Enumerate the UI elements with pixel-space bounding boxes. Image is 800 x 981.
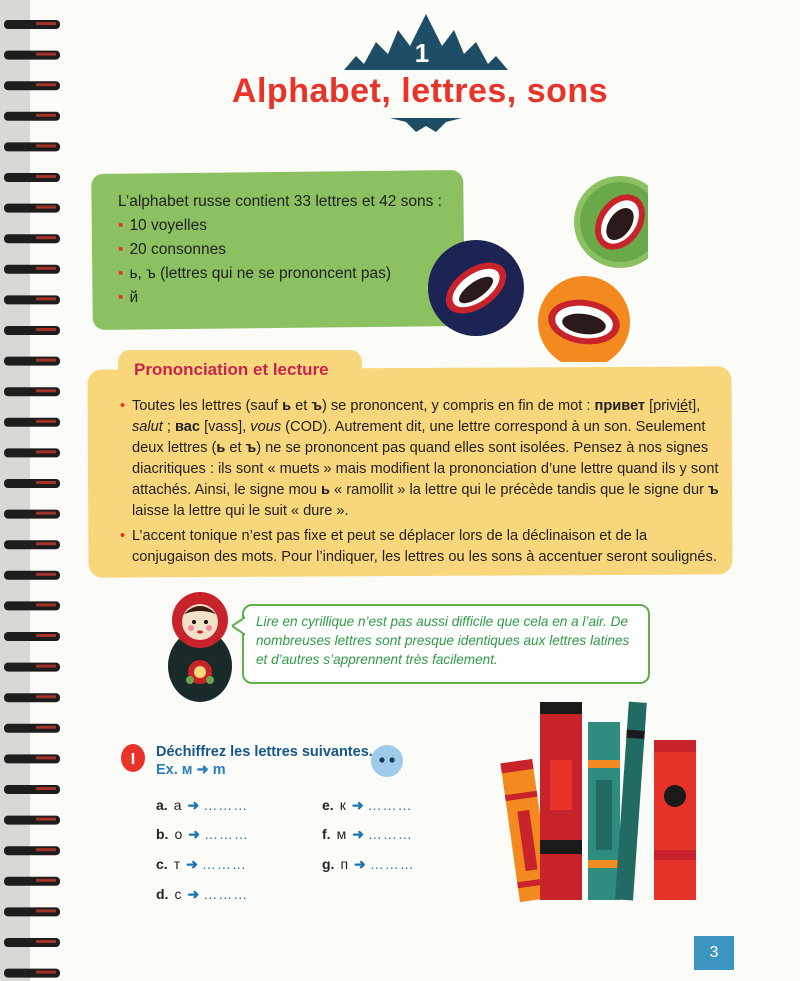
list-item: • й bbox=[118, 286, 458, 310]
answer-blank[interactable]: ……… bbox=[367, 797, 413, 813]
text: ) se prononcent, y compris en fin de mot : bbox=[321, 398, 595, 414]
mouths-illustration-icon bbox=[428, 172, 648, 362]
arrow-icon: ➜ bbox=[351, 797, 364, 813]
arrow-icon: ➜ bbox=[186, 856, 198, 872]
list-item: • 10 voyelles bbox=[118, 214, 458, 238]
translation: salut bbox=[132, 419, 163, 435]
exercise-item[interactable] bbox=[322, 826, 413, 843]
arrow-icon: ➜ bbox=[188, 826, 200, 842]
item-label: f. bbox=[322, 826, 331, 842]
item-label: g. bbox=[322, 856, 335, 872]
exercise-item[interactable] bbox=[156, 856, 247, 873]
russian-word: привет bbox=[594, 398, 646, 414]
exercise-item[interactable] bbox=[156, 797, 248, 814]
text: Toutes les lettres (sauf bbox=[132, 398, 283, 414]
hard-sign: ъ bbox=[311, 398, 322, 414]
exercise-item[interactable] bbox=[156, 826, 249, 843]
text: (COD). Autrement dit, une lettre correspond à un son. Seulement deux lettres ( bbox=[132, 419, 706, 456]
paragraph bbox=[120, 396, 724, 522]
cyrillic-letter: о bbox=[174, 826, 183, 842]
intro-content bbox=[118, 190, 458, 310]
text: laisse la lettre qui le suit « dure ». bbox=[132, 503, 349, 519]
spiral-binding bbox=[0, 0, 64, 981]
arrow-icon: ➜ bbox=[187, 886, 200, 902]
cyrillic-letter: с bbox=[174, 886, 182, 902]
intro-list bbox=[118, 214, 458, 310]
answer-blank[interactable]: ……… bbox=[203, 826, 249, 842]
tip-text: Lire en cyrillique n’est pas aussi difficile que cela en a l’air. De nombreuses lettres sont presque identiques aux lettres latines et d’autres s’apprennent très facilement. bbox=[256, 614, 630, 667]
text: ) ne se prononcent pas quand elles sont isolées. Pensez à nos signes diacritiques : ils sont « muets » mais modifient la prononciation d’une lettre quand ils y sont attachés. Ainsi, le signe mou bbox=[132, 440, 719, 498]
item-label: a. bbox=[156, 797, 168, 813]
answer-blank[interactable]: ……… bbox=[203, 886, 249, 902]
stressed-sound: ié bbox=[676, 398, 689, 414]
exercise-badge-icon bbox=[120, 743, 146, 773]
cyrillic-letter: т bbox=[173, 856, 181, 872]
text: [priv bbox=[645, 398, 677, 414]
exercise-item[interactable] bbox=[322, 797, 413, 814]
books-illustration-icon bbox=[500, 700, 710, 905]
item-label: b. bbox=[156, 826, 169, 842]
russian-word: вас bbox=[175, 419, 201, 435]
answer-blank[interactable]: ……… bbox=[367, 826, 413, 842]
hard-sign: ъ bbox=[245, 440, 257, 456]
svg-text:I: I bbox=[130, 751, 136, 768]
soft-sign: ь bbox=[216, 440, 226, 456]
exercise-example: Ex. м ➜ m bbox=[156, 762, 226, 778]
page-title: Alphabet, lettres, sons bbox=[231, 72, 609, 110]
matryoshka-doll-icon bbox=[160, 584, 240, 704]
arrow-icon: ➜ bbox=[187, 797, 200, 813]
text: et bbox=[225, 440, 246, 456]
soft-sign: ь bbox=[282, 398, 292, 414]
hard-sign: ъ bbox=[708, 482, 719, 498]
exercise-item[interactable] bbox=[156, 886, 248, 903]
text: t], bbox=[688, 398, 701, 414]
exercise-item[interactable] bbox=[322, 856, 415, 873]
text: ; bbox=[162, 419, 175, 435]
text: et bbox=[291, 398, 312, 414]
answer-blank[interactable]: ……… bbox=[369, 856, 415, 872]
item-label: d. bbox=[156, 886, 169, 902]
text: [vass], bbox=[200, 419, 251, 435]
cyrillic-letter: к bbox=[339, 797, 346, 813]
soft-sign: ь bbox=[321, 482, 330, 498]
intro-lead: L’alphabet russe contient 33 lettres et 42 sons : bbox=[118, 193, 442, 210]
pronunciation-content bbox=[120, 396, 724, 572]
cyrillic-letter: п bbox=[340, 856, 349, 872]
item-label: e. bbox=[322, 797, 334, 813]
list-item: • 20 consonnes bbox=[118, 238, 458, 262]
answer-blank[interactable]: ……… bbox=[201, 856, 247, 872]
item-label: c. bbox=[156, 856, 168, 872]
list-item: • ь, ъ (lettres qui ne se prononcent pas) bbox=[118, 262, 458, 286]
translation: vous bbox=[250, 419, 282, 435]
arrow-icon: ➜ bbox=[352, 826, 364, 842]
cyrillic-letter: м bbox=[336, 826, 347, 842]
cyrillic-letter: а bbox=[173, 797, 182, 813]
section-title: Prononciation et lecture bbox=[134, 360, 329, 379]
page-number: 3 bbox=[694, 936, 734, 970]
paragraph: • L’accent tonique n’est pas fixe et peut se déplacer lors de la déclinaison et de la conjugaison des mots. Pour l’indiquer, les lettres ou les sons à accentuer seront soulignés. bbox=[120, 526, 724, 568]
exercise-instruction: Déchiffrez les lettres suivantes. bbox=[156, 744, 373, 760]
answer-blank[interactable]: ……… bbox=[203, 797, 249, 813]
arrow-icon: ➜ bbox=[354, 856, 366, 872]
chapter-number: 1 bbox=[414, 38, 430, 68]
smiley-face-icon bbox=[370, 744, 404, 778]
bubble-tail-icon bbox=[232, 616, 246, 636]
text: « ramollit » la lettre qui le précède tandis que le signe dur bbox=[330, 482, 709, 498]
